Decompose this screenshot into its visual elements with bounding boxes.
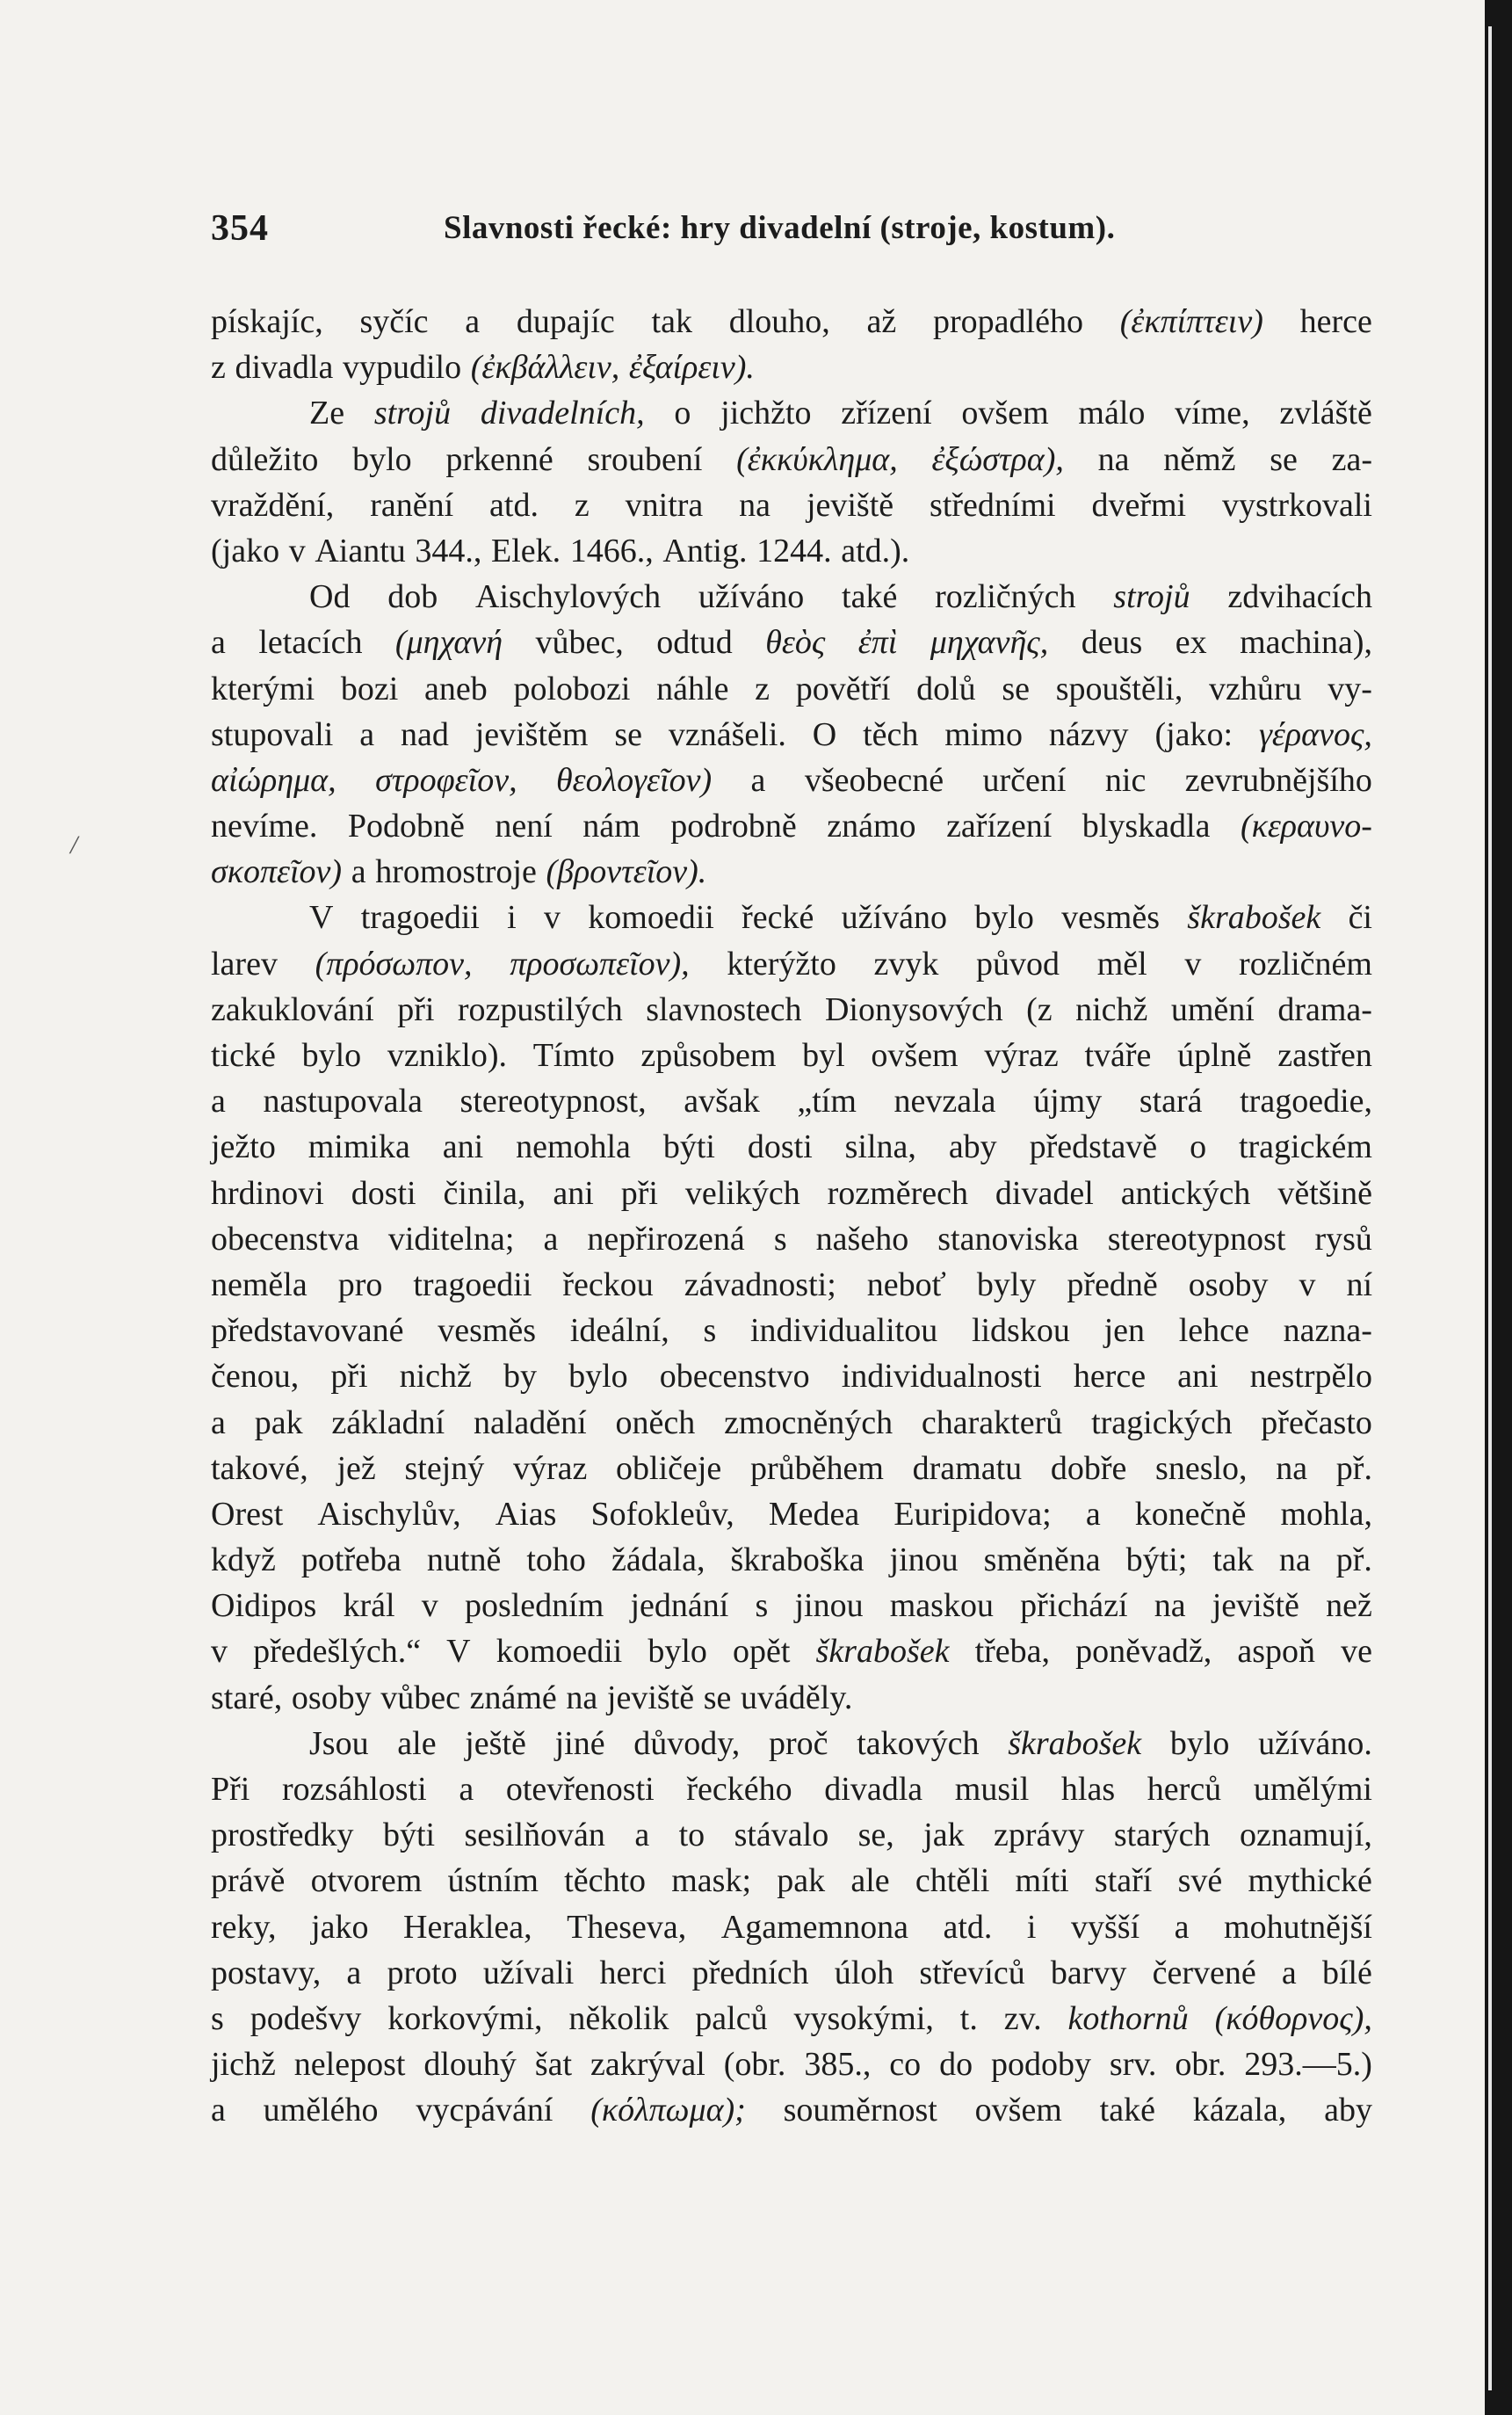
text-line: Při rozsáhlosti a otevřenosti řeckého divadla musil hlas herců umělými xyxy=(211,1771,1372,1808)
text-line: neměla pro tragoedii řeckou závadnosti; neboť byly předně osoby v ní xyxy=(211,1266,1372,1303)
text-line: takové, jež stejný výraz obličeje průběhem dramatu dobře sneslo, na př. xyxy=(211,1449,1372,1487)
page-number: 354 xyxy=(211,208,269,249)
text-line: nevíme. Podobně není nám podrobně známo zařízení blyskadla (κεραυνο- xyxy=(211,808,1372,845)
text-line: zakuklování při rozpustilých slavnostech Dionysových (z nichž umění drama- xyxy=(211,990,1372,1028)
text-line: Jsou ale ještě jiné důvody, proč takových škrabošek bylo užíváno. xyxy=(309,1724,1372,1762)
text-line: postavy, a proto užívali herci předních úloh střevíců barvy červené a bílé xyxy=(211,1954,1372,1991)
text-line: Oidipos král v posledním jednání s jinou maskou přichází na jeviště než xyxy=(211,1587,1372,1625)
text-line: s podešvy korkovými, několik palců vysokými, t. zv. kothornů (κόθορνος), xyxy=(211,1999,1372,2037)
text-line: prostředky býti sesilňován a to stávalo se, jak zprávy starých oznamují, xyxy=(211,1817,1372,1854)
text-line: staré, osoby vůbec známé na jeviště se uváděly. xyxy=(211,1679,853,1716)
text-line: tické bylo vzniklo). Tímto způsobem byl ovšem výraz tváře úplně zastřen xyxy=(211,1037,1372,1074)
running-title: Slavnosti řecké: hry divadelní (stroje, kostum). xyxy=(444,210,1116,246)
body-text xyxy=(211,299,1372,2134)
text-line: (jako v Aiantu 344., Elek. 1466., Antig. 1244. atd.). xyxy=(211,532,910,569)
text-line: jichž nelepost dlouhý šat zakrýval (obr. 385., co do podoby srv. obr. 293.—5.) xyxy=(211,2046,1372,2084)
text-line: a umělého vycpávání (κόλπωμα); souměrnost ovšem také kázala, aby xyxy=(211,2092,1372,2129)
text-line: právě otvorem ústním těchto mask; pak ale chtěli míti staří své mythické xyxy=(211,1862,1372,1900)
margin-mark: / xyxy=(70,830,78,859)
text-line: a letacích (μηχανή vůbec, odtud θεὸς ἐπὶ μηχανῆς, deus ex machina), xyxy=(211,624,1372,662)
text-line: obecenstva viditelna; a nepřirozená s našeho stanoviska stereotypnost rysů xyxy=(211,1220,1372,1258)
text-line: když potřeba nutně toho žádala, škraboška jinou směněna býti; tak na př. xyxy=(211,1541,1372,1579)
text-line: ježto mimika ani nemohla býti dosti silna, aby představě o tragickém xyxy=(211,1128,1372,1166)
text-line: V tragoedii i v komoedii řecké užíváno bylo vesměs škrabošek či xyxy=(309,899,1372,937)
text-line: Ze strojů divadelních, o jichžto zřízení ovšem málo víme, zvláště xyxy=(309,395,1372,432)
text-line: hrdinovi dosti činila, ani při velikých rozměrech divadel antických většině xyxy=(211,1174,1372,1212)
text-line: v předešlých.“ V komoedii bylo opět škrabošek třeba, poněvadž, aspoň ve xyxy=(211,1633,1372,1671)
text-line: stupovali a nad jevištěm se vznášeli. O těch mimo názvy (jako: γέρανος, xyxy=(211,715,1372,753)
text-line: představované vesměs ideální, s individualitou lidskou jen lehce nazna- xyxy=(211,1312,1372,1350)
text-line: Orest Aischylův, Aias Sofokleův, Medea Euripidova; a konečně mohla, xyxy=(211,1495,1372,1533)
text-line: čenou, při nichž by bylo obecenstvo individualnosti herce ani nestrpělo xyxy=(211,1358,1372,1396)
text-line: kterými bozi aneb polobozi náhle z povětří dolů se spouštěli, vzhůru vy- xyxy=(211,670,1372,707)
text-line: σκοπεῖον) a hromostroje (βροντεῖον). xyxy=(211,853,707,891)
text-line: z divadla vypudilo (ἐκβάλλειν, ἐξαίρειν). xyxy=(211,349,755,387)
text-line: reky, jako Heraklea, Theseva, Agamemnona atd. i vyšší a mohutnější xyxy=(211,1908,1372,1946)
book-edge-highlight xyxy=(1488,26,1492,2390)
text-line: Od dob Aischylových užíváno také rozličných strojů zdvihacích xyxy=(309,578,1372,616)
text-line: důležito bylo prkenné sroubení (ἐκκύκλημα, ἐξώστρα), na němž se za- xyxy=(211,440,1372,478)
text-line: larev (πρόσωπον, προσωπεῖον), kterýžto zvyk původ měl v rozličném xyxy=(211,945,1372,983)
text-line: vraždění, ranění atd. z vnitra na jeviště středními dveřmi vystrkovali xyxy=(211,486,1372,524)
text-line: αἰώρημα, στροφεῖον, θεολογεῖον) a všeobecné určení nic zevrubnějšího xyxy=(211,761,1372,799)
text-line: pískajíc, syčíc a dupajíc tak dlouho, až propadlého (ἐκπίπτειν) herce xyxy=(211,303,1372,340)
text-line: a nastupovala stereotypnost, avšak „tím nevzala újmy stará tragoedie, xyxy=(211,1083,1372,1120)
text-line: a pak základní naladění oněch zmocněných charakterů tragických přečasto xyxy=(211,1403,1372,1441)
page-header xyxy=(211,207,1371,260)
